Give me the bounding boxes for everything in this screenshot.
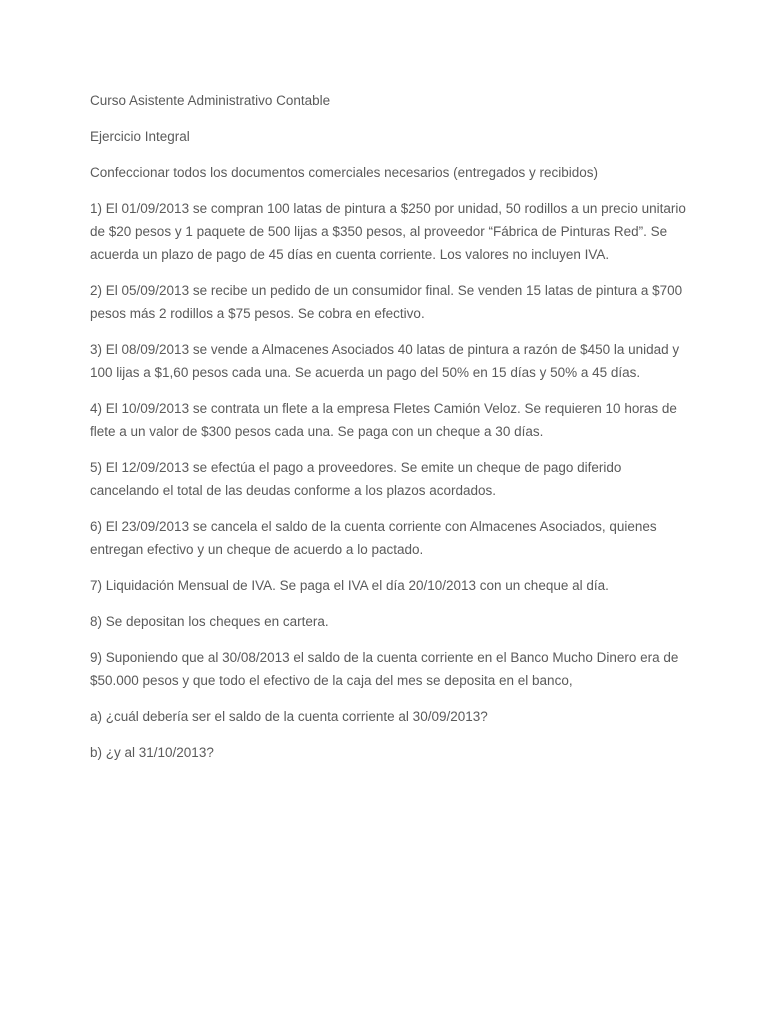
exercise-item-2: 2) El 05/09/2013 se recibe un pedido de un consumidor final. Se venden 15 latas de pintura a $700 pesos más 2 rodillos a $75 pesos. Se cobra en efectivo.: [90, 283, 683, 321]
exercise-item-1: 1) El 01/09/2013 se compran 100 latas de pintura a $250 por unidad, 50 rodillos a un precio unitario de $20 pesos y 1 paquete de 500 lijas a $350 pesos, al proveedor “Fábrica de Pinturas Red”. Se acuerda un plazo de pago de 45 días en cuenta corriente. Los valores no incluyen IVA.: [90, 201, 686, 262]
exercise-item-8: 8) Se depositan los cheques en cartera.: [90, 614, 329, 629]
document-title: Curso Asistente Administrativo Contable: [90, 93, 331, 108]
question-b: b) ¿y al 31/10/2013?: [90, 745, 214, 760]
exercise-item-7: 7) Liquidación Mensual de IVA. Se paga el IVA el día 20/10/2013 con un cheque al día.: [90, 578, 609, 593]
exercise-item-4: 4) El 10/09/2013 se contrata un flete a la empresa Fletes Camión Veloz. Se requieren 10 horas de flete a un valor de $300 pesos cada una. Se paga con un cheque a 30 días.: [90, 401, 677, 439]
document-body: [90, 89, 686, 777]
document-instruction: Confeccionar todos los documentos comerciales necesarios (entregados y recibidos): [90, 165, 599, 180]
exercise-item-9: 9) Suponiendo que al 30/08/2013 el saldo de la cuenta corriente en el Banco Mucho Dinero era de $50.000 pesos y que todo el efectivo de la caja del mes se deposita en el banco,: [90, 650, 679, 688]
exercise-item-6: 6) El 23/09/2013 se cancela el saldo de la cuenta corriente con Almacenes Asociados, quienes entregan efectivo y un cheque de acuerdo a lo pactado.: [90, 519, 657, 557]
document-subtitle: Ejercicio Integral: [90, 129, 190, 144]
question-a: a) ¿cuál debería ser el saldo de la cuenta corriente al 30/09/2013?: [90, 709, 488, 724]
exercise-item-5: 5) El 12/09/2013 se efectúa el pago a proveedores. Se emite un cheque de pago diferido cancelando el total de las deudas conforme a los plazos acordados.: [90, 460, 622, 498]
exercise-item-3: 3) El 08/09/2013 se vende a Almacenes Asociados 40 latas de pintura a razón de $450 la unidad y 100 lijas a $1,60 pesos cada una. Se acuerda un pago del 50% en 15 días y 50% a 45 días.: [90, 342, 680, 380]
